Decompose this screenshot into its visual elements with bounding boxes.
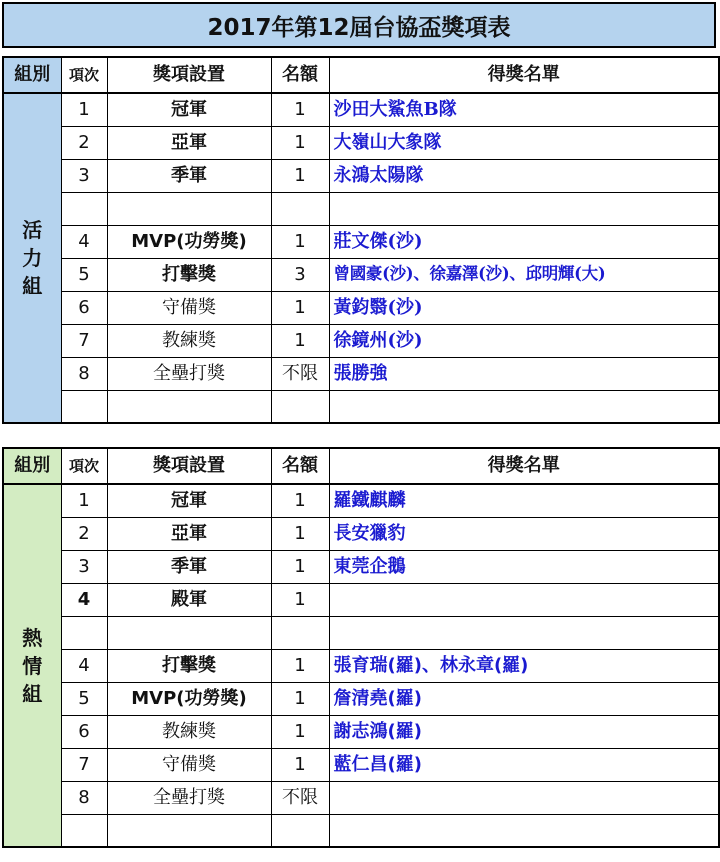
table-row — [3, 258, 719, 291]
award-quota: 1 — [271, 715, 329, 748]
winner-name: 長安獵豹 — [329, 517, 719, 550]
table-row — [3, 291, 719, 324]
award-name: 亞軍 — [107, 517, 271, 550]
award-quota: 1 — [271, 225, 329, 258]
item-no: 6 — [61, 715, 107, 748]
group-label-cell — [3, 484, 61, 847]
table-row — [3, 781, 719, 814]
award-name: MVP(功勞獎) — [107, 682, 271, 715]
item-no: 2 — [61, 517, 107, 550]
winner-name: 永鴻太陽隊 — [329, 159, 719, 192]
group-label: 活 力 組 — [22, 218, 43, 298]
award-name: 守備獎 — [107, 748, 271, 781]
award-quota: 1 — [271, 126, 329, 159]
award-name — [107, 814, 271, 847]
header-quota: 名額 — [271, 57, 329, 93]
item-no — [61, 390, 107, 423]
table-row — [3, 225, 719, 258]
table-row — [3, 748, 719, 781]
winner-name: 大嶺山大象隊 — [329, 126, 719, 159]
award-quota: 1 — [271, 324, 329, 357]
header-group: 組別 — [3, 57, 61, 93]
winner-name: 莊文傑(沙) — [329, 225, 719, 258]
award-quota: 1 — [271, 291, 329, 324]
group-label: 熱 情 組 — [22, 625, 43, 706]
table-row — [3, 517, 719, 550]
header-winners: 得獎名單 — [329, 448, 719, 484]
item-no: 2 — [61, 126, 107, 159]
header-winners: 得獎名單 — [329, 57, 719, 93]
table-row — [3, 649, 719, 682]
award-name: 季軍 — [107, 550, 271, 583]
award-quota: 3 — [271, 258, 329, 291]
table-row — [3, 682, 719, 715]
award-name: 季軍 — [107, 159, 271, 192]
award-quota — [271, 616, 329, 649]
item-no — [61, 814, 107, 847]
table-row — [3, 583, 719, 616]
table-row — [3, 159, 719, 192]
award-name: 殿軍 — [107, 583, 271, 616]
winner-name — [329, 583, 719, 616]
award-quota: 不限 — [271, 357, 329, 390]
winner-name — [329, 814, 719, 847]
table-row — [3, 324, 719, 357]
item-no: 3 — [61, 159, 107, 192]
winner-name — [329, 390, 719, 423]
winner-name — [329, 781, 719, 814]
table-row — [3, 357, 719, 390]
award-quota — [271, 390, 329, 423]
table-row — [3, 192, 719, 225]
table-row — [3, 126, 719, 159]
award-name: 教練獎 — [107, 715, 271, 748]
awards-table-group2 — [2, 447, 720, 848]
award-quota: 1 — [271, 484, 329, 517]
award-quota: 1 — [271, 682, 329, 715]
table-row — [3, 93, 719, 126]
winner-name: 謝志鴻(羅) — [329, 715, 719, 748]
winner-name: 東莞企鵝 — [329, 550, 719, 583]
group-label-cell — [3, 93, 61, 423]
award-quota: 1 — [271, 159, 329, 192]
winner-name: 黃鈞翳(沙) — [329, 291, 719, 324]
item-no: 4 — [61, 583, 107, 616]
header-group: 組別 — [3, 448, 61, 484]
winner-name: 徐鏡州(沙) — [329, 324, 719, 357]
winner-name — [329, 192, 719, 225]
award-name — [107, 616, 271, 649]
table-row — [3, 814, 719, 847]
header-item-no: 項次 — [61, 448, 107, 484]
page-title: 2017年第12屆台協盃獎項表 — [2, 2, 716, 48]
item-no: 7 — [61, 324, 107, 357]
item-no: 6 — [61, 291, 107, 324]
award-name: 全壘打獎 — [107, 357, 271, 390]
item-no: 4 — [61, 225, 107, 258]
award-quota: 1 — [271, 649, 329, 682]
award-name: 打擊獎 — [107, 649, 271, 682]
winner-name — [329, 616, 719, 649]
item-no — [61, 192, 107, 225]
award-name: 冠軍 — [107, 484, 271, 517]
item-no: 3 — [61, 550, 107, 583]
table-row — [3, 484, 719, 517]
winner-name: 詹清堯(羅) — [329, 682, 719, 715]
item-no: 1 — [61, 484, 107, 517]
item-no: 8 — [61, 781, 107, 814]
item-no: 5 — [61, 258, 107, 291]
item-no: 7 — [61, 748, 107, 781]
award-name: 冠軍 — [107, 93, 271, 126]
winner-name: 沙田大鯊魚B隊 — [329, 93, 719, 126]
winner-name: 曾國豪(沙)、徐嘉澤(沙)、邱明輝(大) — [329, 258, 719, 291]
table-row — [3, 616, 719, 649]
header-award: 獎項設置 — [107, 57, 271, 93]
award-quota: 1 — [271, 517, 329, 550]
table-header-row — [3, 57, 719, 93]
award-name: 打擊獎 — [107, 258, 271, 291]
award-quota — [271, 814, 329, 847]
award-name: 教練獎 — [107, 324, 271, 357]
award-name — [107, 390, 271, 423]
item-no: 5 — [61, 682, 107, 715]
award-quota: 不限 — [271, 781, 329, 814]
award-name: 全壘打獎 — [107, 781, 271, 814]
table-header-row — [3, 448, 719, 484]
award-quota — [271, 192, 329, 225]
award-name: 亞軍 — [107, 126, 271, 159]
item-no — [61, 616, 107, 649]
item-no: 1 — [61, 93, 107, 126]
winner-name: 藍仁昌(羅) — [329, 748, 719, 781]
award-quota: 1 — [271, 93, 329, 126]
header-quota: 名額 — [271, 448, 329, 484]
award-quota: 1 — [271, 748, 329, 781]
header-award: 獎項設置 — [107, 448, 271, 484]
winner-name: 羅鐵麒麟 — [329, 484, 719, 517]
award-name: 守備獎 — [107, 291, 271, 324]
item-no: 8 — [61, 357, 107, 390]
award-quota: 1 — [271, 583, 329, 616]
award-quota: 1 — [271, 550, 329, 583]
winner-name: 張育瑞(羅)、林永章(羅) — [329, 649, 719, 682]
header-item-no: 項次 — [61, 57, 107, 93]
award-name: MVP(功勞獎) — [107, 225, 271, 258]
item-no: 4 — [61, 649, 107, 682]
table-row — [3, 550, 719, 583]
award-name — [107, 192, 271, 225]
winner-name: 張勝強 — [329, 357, 719, 390]
table-row — [3, 390, 719, 423]
table-row — [3, 715, 719, 748]
awards-table-group1 — [2, 56, 720, 424]
